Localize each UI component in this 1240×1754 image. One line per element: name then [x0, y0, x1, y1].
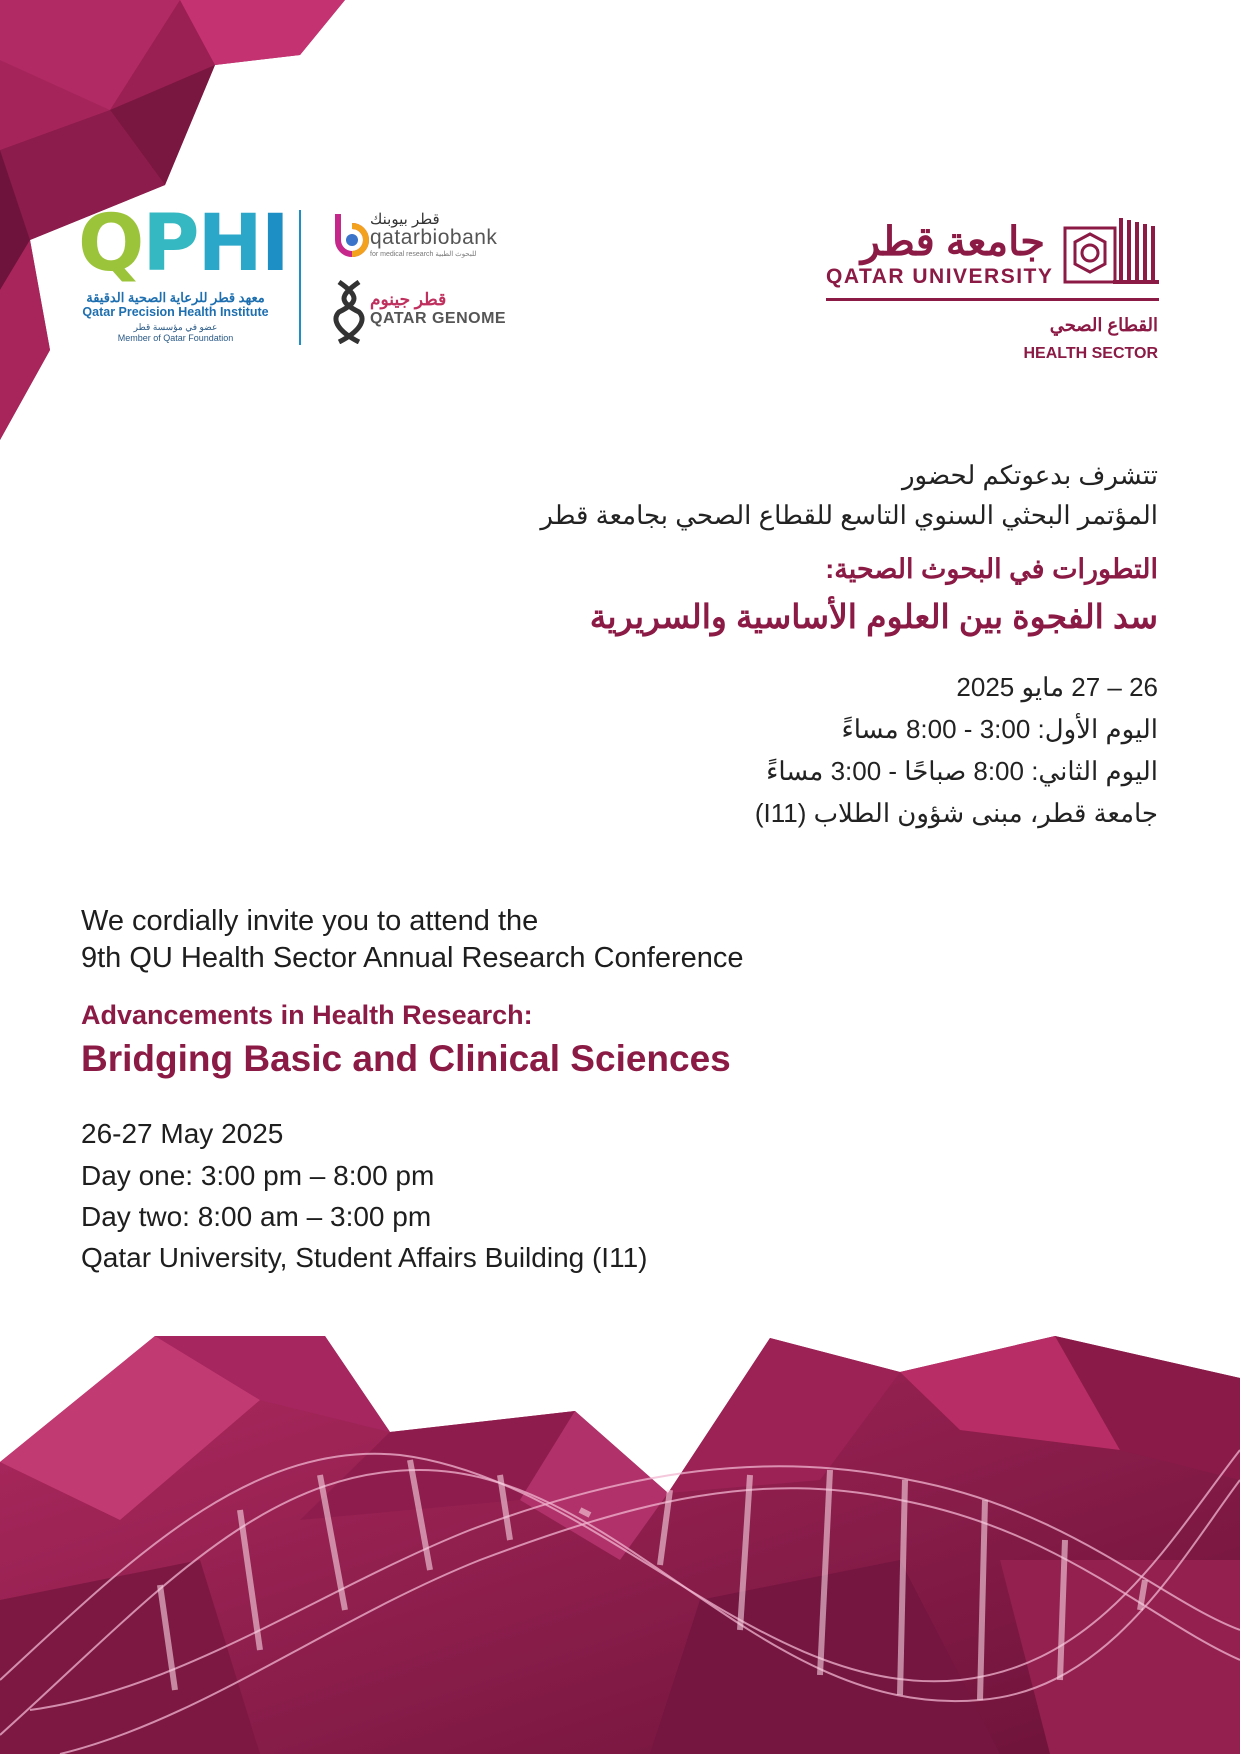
health-sector-ar: القطاع الصحي [1049, 315, 1158, 335]
arabic-day-one: اليوم الأول: 3:00 - 8:00 مساءً [841, 714, 1158, 744]
english-invite-line1: We cordially invite you to attend the [81, 905, 539, 937]
qatarbiobank-name-ar: قطر بيوبنك [370, 211, 440, 228]
qphi-letter-q: Q [78, 199, 143, 289]
qatar-university-rule [826, 298, 1159, 301]
arabic-theme-line1: التطورات في البحوث الصحية: [825, 554, 1158, 584]
qphi-member-ar: عضو في مؤسسة قطر [133, 322, 218, 332]
qphi-name-ar: معهد قطر للرعاية الصحية الدقيقة [86, 290, 265, 305]
qatarbiobank-name-en: qatarbiobank [370, 226, 498, 249]
qphi-letter-h: H [197, 199, 261, 289]
qatar-university-emblem-icon [1063, 214, 1159, 286]
arabic-theme-line2: سد الفجوة بين العلوم الأساسية والسريرية [589, 598, 1158, 635]
english-day-two: Day two: 8:00 am – 3:00 pm [81, 1201, 432, 1232]
qatar-genome-name-en: QATAR GENOME [370, 310, 507, 327]
arabic-invite-line2: المؤتمر البحثي السنوي التاسع للقطاع الصحي بجامعة قطر [540, 500, 1158, 530]
qphi-name-en: Qatar Precision Health Institute [82, 305, 269, 319]
qphi-logo [78, 199, 288, 289]
english-invite-line2: 9th QU Health Sector Annual Research Conference [81, 942, 744, 974]
qphi-letter-i: I [260, 199, 288, 289]
english-venue: Qatar University, Student Affairs Building (I11) [81, 1242, 648, 1273]
english-theme-line2: Bridging Basic and Clinical Sciences [81, 1038, 731, 1079]
arabic-venue: جامعة قطر، مبنى شؤون الطلاب (I11) [754, 798, 1158, 828]
arabic-invite-line1: تتشرف بدعوتكم لحضور [902, 460, 1158, 490]
qatarbiobank-icon [330, 212, 370, 258]
english-date: 26-27 May 2025 [81, 1118, 284, 1149]
english-theme-line1: Advancements in Health Research: [81, 1000, 533, 1030]
arabic-day-two: اليوم الثاني: 8:00 صباحًا - 3:00 مساءً [766, 756, 1158, 786]
health-sector-en: HEALTH SECTOR [1023, 345, 1158, 362]
logo-divider [299, 210, 301, 345]
qatar-university-name-ar: جامعة قطر [860, 220, 1045, 264]
qatar-genome-helix-icon [333, 280, 365, 344]
qatar-university-name-en: QATAR UNIVERSITY [826, 265, 1054, 288]
english-day-one: Day one: 3:00 pm – 8:00 pm [81, 1160, 435, 1191]
arabic-date: 26 – 27 مايو 2025 [956, 672, 1158, 702]
qphi-letter-p: P [142, 199, 198, 289]
qatarbiobank-subtitle: for medical research للبحوث الطبية [370, 251, 477, 258]
qatar-genome-name-ar: قطر جينوم [370, 290, 447, 309]
qphi-member-en: Member of Qatar Foundation [117, 333, 234, 343]
